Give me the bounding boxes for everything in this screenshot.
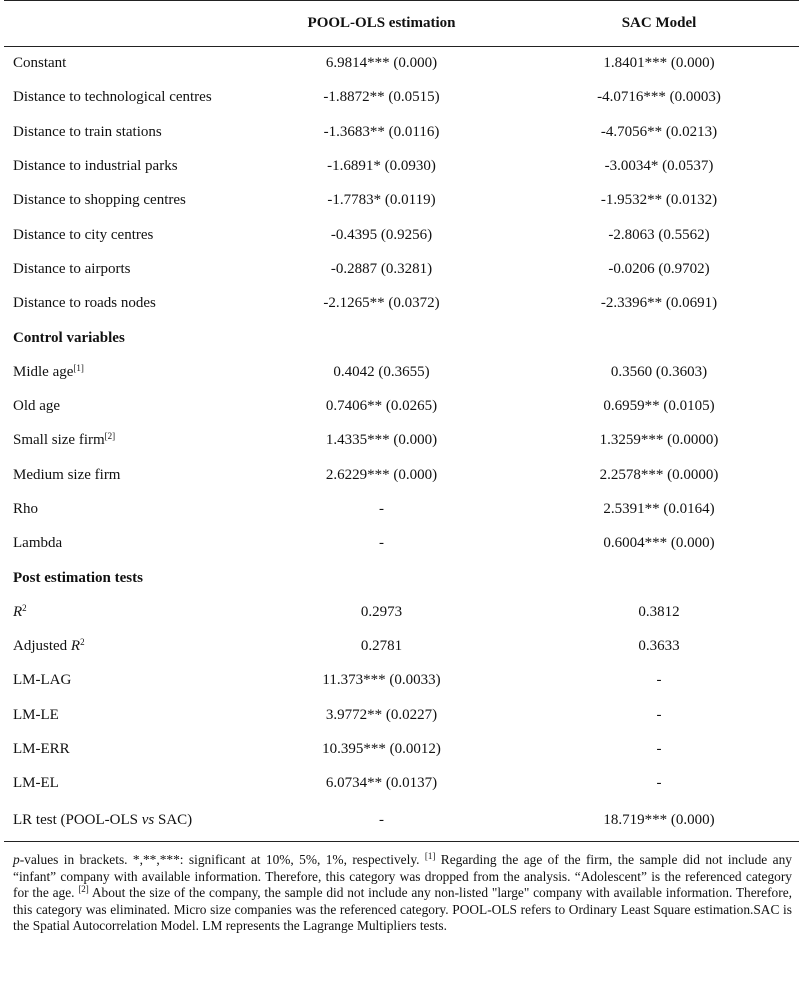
pool-ols-value: -0.4395 (0.9256) bbox=[330, 226, 433, 243]
row-label-label: LM-LE bbox=[13, 706, 59, 723]
sac-value: 0.6959** (0.0105) bbox=[603, 398, 715, 415]
pool-ols-value: 2.6229*** (0.000) bbox=[325, 466, 438, 483]
row-label bbox=[4, 149, 244, 183]
sac-value: - bbox=[656, 775, 662, 792]
row-label-label: Midle age bbox=[13, 363, 74, 380]
row-label bbox=[4, 664, 244, 698]
footnote-ref-2: [2] bbox=[78, 884, 89, 895]
sac-value: 2.5391** (0.0164) bbox=[603, 501, 715, 517]
row-label bbox=[4, 115, 244, 149]
row-label bbox=[4, 355, 244, 389]
table-row bbox=[4, 492, 799, 526]
row-label bbox=[4, 424, 244, 458]
table-row bbox=[4, 47, 799, 81]
section-row bbox=[4, 321, 799, 355]
pool-ols-value: - bbox=[244, 801, 519, 841]
table-row bbox=[4, 252, 799, 286]
sac-value: 18.719*** (0.000) bbox=[519, 801, 799, 841]
sac-value: -4.0716*** (0.0003) bbox=[597, 89, 721, 106]
row-label bbox=[4, 732, 244, 766]
table-row bbox=[4, 732, 799, 766]
table-row bbox=[4, 218, 799, 252]
row-label-sup: [2] bbox=[104, 431, 116, 442]
pool-ols-value: -0.2887 (0.3281) bbox=[330, 260, 433, 277]
row-label-label: Adjusted bbox=[13, 638, 71, 655]
row-label bbox=[4, 492, 244, 526]
row-label bbox=[4, 81, 244, 115]
table-row bbox=[4, 115, 799, 149]
sac-value: 0.6004*** (0.000) bbox=[603, 535, 715, 552]
pool-ols-value: 11.373*** (0.0033) bbox=[322, 672, 441, 689]
row-label-label: Medium size firm bbox=[13, 466, 121, 483]
pool-ols-value: 3.9772** (0.0227) bbox=[325, 706, 438, 723]
row-label bbox=[4, 458, 244, 492]
table-row bbox=[4, 149, 799, 183]
sac-value: - bbox=[656, 706, 662, 723]
section-row bbox=[4, 561, 799, 595]
table-row bbox=[4, 698, 799, 732]
table-row bbox=[4, 184, 799, 218]
pool-ols-value: -1.7783* (0.0119) bbox=[327, 192, 436, 209]
table-row bbox=[4, 527, 799, 561]
sac-value: - bbox=[656, 741, 662, 758]
row-label bbox=[4, 218, 244, 252]
row-label-label: LR test (POOL-OLS bbox=[13, 812, 142, 829]
row-label-label-italic: R bbox=[70, 638, 81, 655]
section-heading: Post estimation tests bbox=[13, 569, 143, 586]
sac-value: 2.2578*** (0.0000) bbox=[599, 466, 719, 483]
pool-ols-value: - bbox=[379, 535, 384, 552]
row-label bbox=[4, 595, 244, 629]
regression-results-table bbox=[4, 0, 799, 842]
sac-value: 1.8401*** (0.000) bbox=[603, 55, 715, 72]
pool-ols-value: 0.7406** (0.0265) bbox=[325, 398, 438, 415]
row-label-label: Distance to city centres bbox=[13, 226, 154, 243]
footnote-ref-1: [1] bbox=[424, 851, 436, 861]
pool-ols-value: 0.2781 bbox=[360, 638, 403, 655]
sac-value: -0.0206 (0.9702) bbox=[608, 260, 710, 277]
pool-ols-value: -2.1265** (0.0372) bbox=[323, 295, 440, 312]
footnote-p-italic: p bbox=[13, 852, 20, 867]
row-label bbox=[4, 801, 244, 841]
sac-value: -1.9532** (0.0132) bbox=[600, 192, 718, 209]
pool-ols-value: 6.0734** (0.0137) bbox=[325, 775, 438, 792]
row-label-label: LM-LAG bbox=[13, 672, 72, 689]
row-label-label: Distance to technological centres bbox=[13, 89, 212, 106]
footnote-p-text: -values in brackets. *,**,***: significant at 10%, 5%, 1%, respectively. bbox=[19, 852, 425, 867]
table-row bbox=[4, 801, 799, 841]
pool-ols-value: 1.4335*** (0.000) bbox=[325, 432, 438, 449]
row-label-label: Old age bbox=[13, 398, 61, 415]
pool-ols-value: -1.6891* (0.0930) bbox=[327, 158, 436, 175]
row-label bbox=[4, 767, 244, 801]
header-sac-model: SAC Model bbox=[621, 15, 697, 31]
header-blank bbox=[4, 1, 244, 47]
sac-value: - bbox=[656, 672, 662, 689]
pool-ols-value: -1.8872** (0.0515) bbox=[323, 89, 440, 106]
row-label-label: Constant bbox=[13, 55, 67, 72]
row-label-label: Distance to industrial parks bbox=[13, 158, 178, 175]
row-label bbox=[4, 184, 244, 218]
header-pool-ols: POOL-OLS estimation bbox=[307, 15, 456, 31]
table-header bbox=[4, 1, 799, 47]
table-row bbox=[4, 595, 799, 629]
row-label-label-sup: 2 bbox=[80, 637, 85, 648]
pool-ols-value: 0.4042 (0.3655) bbox=[333, 363, 430, 380]
row-label-label: LM-ERR bbox=[13, 741, 70, 758]
header-row bbox=[4, 1, 799, 47]
pool-ols-value: -1.3683** (0.0116) bbox=[323, 123, 440, 140]
row-label bbox=[4, 389, 244, 423]
row-label bbox=[4, 287, 244, 321]
row-label-label: Distance to shopping centres bbox=[13, 192, 186, 209]
sac-value: 0.3633 bbox=[638, 638, 680, 655]
row-label-label: Lambda bbox=[13, 535, 63, 552]
footnote-text-2: About the size of the company, the sample did not include any non-listed "large" company with available information. Therefore, this category was eliminated. Micro size companies was the referenced category. POOL-OLS refers to Ordinary Least Square estimation.SAC is the Spatial Autocorrelation Model. LM represents the Lagrange Multipliers tests. bbox=[13, 885, 792, 934]
table-row bbox=[4, 458, 799, 492]
sac-value: 1.3259*** (0.0000) bbox=[599, 432, 719, 449]
table-footnote bbox=[13, 852, 792, 935]
pool-ols-value: 10.395*** (0.0012) bbox=[322, 741, 441, 758]
row-label bbox=[4, 698, 244, 732]
row-label bbox=[4, 630, 244, 664]
footnote-text-1: Regarding the age of the firm, the sample did not include any “infant” company with available information. Therefore, this category was dropped from the analysis. “Adolescent” is the referenced category for the age. bbox=[13, 852, 792, 901]
table-row bbox=[4, 664, 799, 698]
row-label-label: Rho bbox=[13, 501, 39, 517]
sac-value: 0.3812 bbox=[638, 603, 680, 620]
table-row bbox=[4, 767, 799, 801]
pool-ols-value: 0.2973 bbox=[360, 603, 403, 620]
row-label bbox=[4, 252, 244, 286]
table-row bbox=[4, 81, 799, 115]
row-label-sup: [1] bbox=[73, 362, 84, 373]
row-label-label: Distance to roads nodes bbox=[13, 295, 156, 312]
sac-value: -4.7056** (0.0213) bbox=[600, 123, 718, 140]
table-row bbox=[4, 424, 799, 458]
row-label-label: Distance to train stations bbox=[13, 123, 162, 140]
row-label-label-after: SAC) bbox=[154, 812, 193, 829]
row-label-label-italic: R bbox=[13, 603, 23, 620]
row-label-label: Small size firm bbox=[13, 432, 105, 449]
table-row bbox=[4, 287, 799, 321]
table-row bbox=[4, 355, 799, 389]
table-row bbox=[4, 630, 799, 664]
section-heading: Control variables bbox=[13, 329, 125, 346]
row-label bbox=[4, 527, 244, 561]
sac-value: -2.3396** (0.0691) bbox=[600, 295, 718, 312]
sac-value: -3.0034* (0.0537) bbox=[604, 158, 714, 175]
sac-value: 0.3560 (0.3603) bbox=[610, 363, 708, 380]
pool-ols-value: - bbox=[379, 501, 384, 517]
pool-ols-value: 6.9814*** (0.000) bbox=[325, 55, 438, 72]
row-label-label: Distance to airports bbox=[13, 260, 131, 277]
sac-value: -2.8063 (0.5562) bbox=[608, 226, 710, 243]
row-label bbox=[4, 47, 244, 81]
row-label-label: LM-EL bbox=[13, 775, 59, 792]
table-body bbox=[4, 47, 799, 842]
row-label-label-sup: 2 bbox=[22, 602, 27, 613]
table-row bbox=[4, 389, 799, 423]
row-label-label-italic: vs bbox=[141, 812, 155, 829]
